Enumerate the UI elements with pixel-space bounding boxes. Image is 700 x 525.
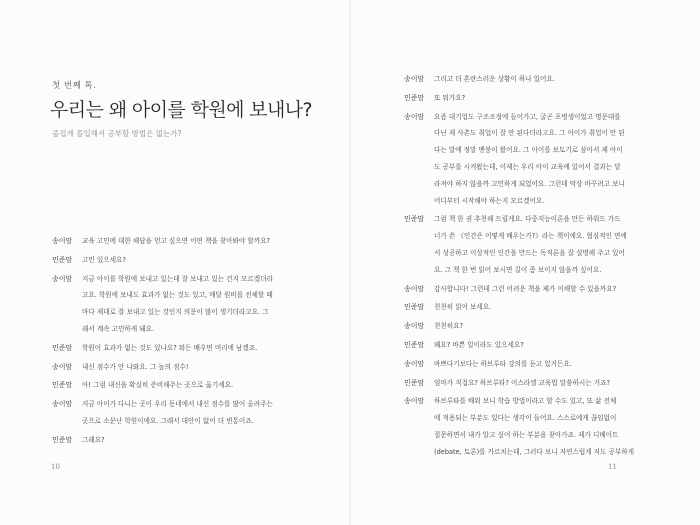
speech-text bbox=[434, 71, 654, 88]
speech-text bbox=[434, 393, 654, 460]
speech-text bbox=[434, 375, 654, 392]
speech-text bbox=[434, 109, 654, 210]
chapter-subtitle: 줄겁게 몰입해서 공부할 방법은 없는가? bbox=[52, 129, 182, 138]
chapter-label: 첫 번째 톡. bbox=[52, 81, 97, 91]
speech-line: 천천히요? bbox=[434, 322, 463, 331]
speaker-name: 민준맘 bbox=[404, 303, 425, 312]
speech-text bbox=[434, 356, 654, 373]
dialog-row bbox=[404, 90, 654, 107]
dialog-row bbox=[404, 71, 654, 88]
speaker-name: 송이맘 bbox=[404, 284, 425, 293]
speaker-name: 민준맘 bbox=[404, 340, 425, 349]
speaker-name: 송이맘 bbox=[52, 237, 73, 245]
speech-line: 내신 점수가 안 나와요. 그 높의 점수! bbox=[82, 362, 189, 371]
dialog-row bbox=[404, 281, 654, 298]
speech-line: 학원이 효과가 없는 것도 있나요? 뭐든 배우면 머리에 남겠죠. bbox=[82, 343, 258, 352]
speaker-name: 민준맘 bbox=[404, 378, 425, 387]
speech-text bbox=[82, 359, 300, 376]
speech-line: 엄마가 직접요? 하브루타? 이스라엘 교육법 말씀하시는 거죠? bbox=[434, 378, 610, 387]
dialog-row bbox=[404, 299, 654, 316]
speech-line: 바쁘다기보다는 하브루타 강의를 듣고 있거든요. bbox=[434, 359, 572, 368]
left-page bbox=[0, 0, 349, 525]
speech-text bbox=[82, 252, 300, 269]
speech-line: 교육 고민에 대한 해답을 얻고 싶으면 어떤 책을 찾아봐야 할까요? bbox=[82, 237, 270, 245]
page-number-left: 10 bbox=[51, 463, 60, 471]
dialog-row bbox=[52, 377, 300, 394]
speech-line: 래서 계속 고민하게 돼요. bbox=[82, 324, 155, 333]
speech-line: 다는 말에 정말 멘붕이 왔어요. 그 아이를 보토기로 삼아서 제 아이 bbox=[434, 146, 623, 155]
speaker-name: 송이맘 bbox=[404, 112, 425, 121]
dialog-row bbox=[404, 337, 654, 354]
dialog-row bbox=[52, 340, 300, 357]
speaker-name: 민준맘 bbox=[52, 255, 73, 264]
speech-line: 왜요? 바쁜 일이라도 있으세요? bbox=[434, 340, 524, 349]
speech-text bbox=[434, 299, 654, 316]
speech-line: 그래요? bbox=[82, 435, 105, 444]
speech-line: 감사합니다! 그런데 그런 어려운 책을 제가 이해할 수 있을까요? bbox=[434, 284, 617, 293]
speech-line: 다닌 제 사촌도 취업이 잘 안 된다더라고요. 그 아이가 취업이 안 된 bbox=[434, 129, 625, 138]
dialog-row bbox=[52, 252, 300, 269]
speaker-name: 송이맘 bbox=[52, 274, 73, 283]
speaker-name: 민준맘 bbox=[52, 381, 73, 390]
speaker-name: 민준맘 bbox=[404, 215, 425, 224]
speech-line: 질문하면서 내가 알고 싶어 하는 부분을 찾아가죠. 제가 디베이트 bbox=[434, 430, 619, 439]
speech-line: 고민 있으세요? bbox=[82, 255, 126, 264]
speech-line: 곳으로 소문난 학원이에요. 그래서 대안이 없어 더 변통이죠. bbox=[82, 416, 254, 425]
speech-line: 서 성공하고 이상적인 인간을 만드는 독적론을 잘 설명해 주고 있어 bbox=[434, 248, 625, 257]
dialog-left bbox=[52, 233, 300, 451]
speech-line: 그럼 책 한 권 추천해 드릴게요. 다중지능이론을 만든 하워드 가드 bbox=[434, 215, 621, 224]
speech-line: 라져야 하지 않을까 고민하게 되었어요. 그런데 막상 바꾸려고 보니 bbox=[434, 179, 625, 188]
speaker-name: 송이맘 bbox=[52, 400, 73, 409]
dialog-row bbox=[52, 432, 300, 449]
speech-text bbox=[434, 318, 654, 335]
speech-text bbox=[434, 90, 654, 107]
speech-line: 그리고 더 혼란스러운 상황이 하나 있어요. bbox=[434, 75, 555, 83]
speech-line: 아! 그럼 내신을 확실히 준비해주는 곳으로 옮기세요. bbox=[82, 381, 234, 390]
speaker-name: 송이맘 bbox=[404, 397, 425, 406]
dialog-row bbox=[52, 359, 300, 376]
speech-line: 도 공부를 시켜왔는데, 이제는 우리 아이 교육에 있어서 결과는 달 bbox=[434, 162, 621, 171]
speech-line: 에 적용되는 부분도 있다는 생각이 들어요. 스스로에게 끊임없이 bbox=[434, 414, 617, 423]
page-number-right: 11 bbox=[608, 463, 617, 471]
chapter-title: 우리는 왜 아이를 학원에 보내나? bbox=[50, 99, 313, 121]
speech-text bbox=[82, 233, 300, 250]
speech-text bbox=[82, 432, 300, 449]
speaker-name: 송이맘 bbox=[404, 359, 425, 368]
speech-line: 하브루타를 배워 보니 학습 방법이라고 할 수도 있고, 또 삶 전체 bbox=[434, 397, 617, 406]
speech-line: 마다 제대로 잘 보내고 있는 것인지 의문이 많이 생기더라고요. 그 bbox=[82, 308, 269, 317]
dialog-row bbox=[404, 318, 654, 335]
speech-text bbox=[434, 211, 654, 278]
speech-text bbox=[434, 337, 654, 354]
speech-line: 어디부터 시작해야 하는지 모르겠어요. bbox=[434, 196, 545, 205]
dialog-row bbox=[52, 271, 300, 338]
speech-text bbox=[82, 377, 300, 394]
speech-line: 너가 쓴 《인간은 어떻게 배우는가?》라는 책이에요. 협심적인 면에 bbox=[434, 232, 627, 241]
speaker-name: 민준맘 bbox=[52, 435, 73, 444]
speaker-name: 송이맘 bbox=[404, 322, 425, 331]
speech-text bbox=[434, 281, 654, 298]
dialog-row bbox=[52, 396, 300, 430]
dialog-row bbox=[404, 393, 654, 460]
dialog-row bbox=[404, 356, 654, 373]
speech-text bbox=[82, 271, 300, 338]
dialog-right bbox=[404, 71, 654, 463]
speech-text bbox=[82, 396, 300, 430]
dialog-row bbox=[404, 375, 654, 392]
dialog-row bbox=[52, 233, 300, 250]
speech-line: 또 뭐가요? bbox=[434, 93, 466, 102]
speaker-name: 민준맘 bbox=[52, 343, 73, 352]
speech-text bbox=[82, 340, 300, 357]
right-page bbox=[351, 0, 700, 525]
speaker-name: 송이맘 bbox=[52, 362, 73, 371]
speech-line: 요. 그 책 한 번 읽어 보시면 길이 좀 보이지 않을까 싶어요. bbox=[434, 265, 602, 274]
speech-line: 지금 아이를 학원에 보내고 있는데 잘 보내고 있는 건지 모르겠더라 bbox=[82, 274, 273, 283]
speech-line: 요즘 대기업도 구조조정에 들어가고, 굴곤 포병생이었고 명문대를 bbox=[434, 112, 621, 121]
speech-line: (debate, 토론)를 가르치는데, 그러다 보니 자연스럽게 저도 공부하게 bbox=[434, 447, 634, 456]
dialog-row bbox=[404, 211, 654, 278]
dialog-row bbox=[404, 109, 654, 210]
speech-line: 지금 아이가 다니는 곳이 우리 동네에서 내신 점수를 많이 올려주는 bbox=[82, 400, 273, 409]
speech-line: 고요. 학원에 보내도 효과가 없는 것도 있고, 매달 원비를 전체할 때 bbox=[82, 291, 273, 300]
speaker-name: 민준맘 bbox=[404, 93, 425, 102]
speaker-name: 송이맘 bbox=[404, 75, 425, 83]
speech-line: 천천히 읽어 보세요. bbox=[434, 303, 492, 312]
